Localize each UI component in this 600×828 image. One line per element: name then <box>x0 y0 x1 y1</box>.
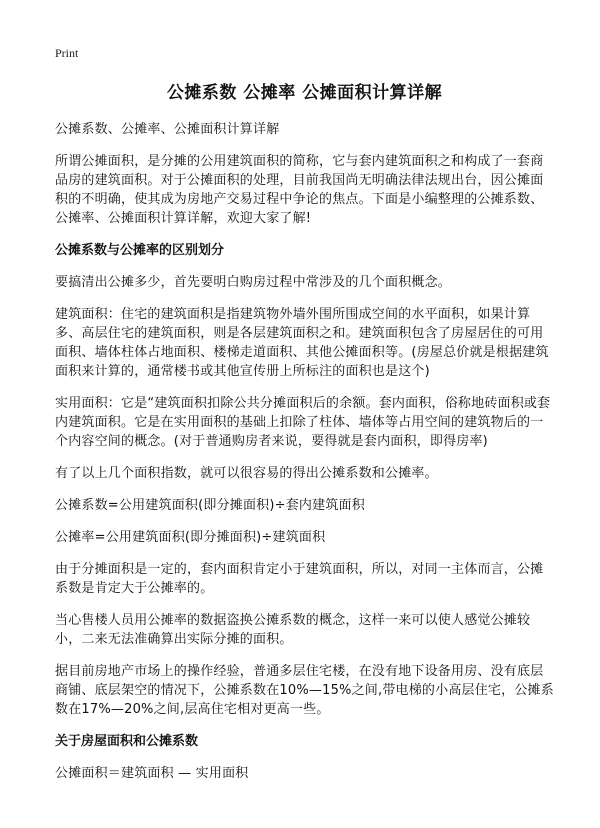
paragraph-building-area: 建筑面积：住宅的建筑面积是指建筑物外墙外围所围成空间的水平面积，如果计算多、高层住宅的建筑面积，则是各层建筑面积之和。建筑面积包含了房屋居住的可用面积、墙体柱体占地面积、楼梯走道面积、其他公摊面积等。(房屋总价就是根据建筑面积来计算的，通常楼书或其他宣传册上所标注的面积也是这个) <box>55 307 549 379</box>
formula-share-rate: 公摊率=公用建筑面积(即分摊面积)÷建筑面积 <box>55 530 326 545</box>
page-title: 公摊系数 公摊率 公摊面积计算详解 <box>166 83 443 103</box>
paragraph-comparison: 由于分摊面积是一定的，套内面积肯定小于建筑面积，所以，对同一主体而言，公摊系数是肯定大于公摊率的。 <box>55 562 544 596</box>
formula-share-coefficient: 公摊系数=公用建筑面积(即分摊面积)÷套内建筑面积 <box>55 498 365 513</box>
paragraph-market-experience: 据目前房地产市场上的操作经验，普通多层住宅楼，在没有地下设备用房、没有底层商铺、底层架空的情况下，公摊系数在10%—15%之间,带电梯的小高层住宅，公摊系数在17%—20%之间,层高住宅相对更高一些。 <box>55 664 554 717</box>
section-heading-distinction: 公摊系数与公摊率的区别划分 <box>55 243 225 258</box>
paragraph-area-concepts: 要搞清出公摊多少，首先要明白购房过程中常涉及的几个面积概念。 <box>55 275 452 290</box>
paragraph-warning: 当心售楼人员用公摊率的数据盗换公摊系数的概念，这样一来可以使人感觉公摊较小，二来无法准确算出实际分摊的面积。 <box>55 613 531 647</box>
print-label: Print <box>55 46 79 60</box>
paragraph-usable-area: 实用面积：它是“建筑面积扣除公共分摊面积后的余额。套内面积，俗称地砖面积或套内建筑面积。它是在实用面积的基础上扣除了柱体、墙体等占用空间的建筑物后的一个内容空间的概念。(对于普通购房者来说，要得就是套内面积，即得房率) <box>55 396 551 449</box>
section-heading-house-area: 关于房屋面积和公摊系数 <box>55 734 199 749</box>
intro-paragraph: 所谓公摊面积，是分摊的公用建筑面积的简称，它与套内建筑面积之和构成了一套商品房的建筑面积。对于公摊面积的处理，目前我国尚无明确法律法规出台，因公摊面积的不明确，使其成为房地产交易过程中争论的焦点。下面是小编整理的公摊系数、公摊率、公摊面积计算详解，欢迎大家了解! <box>55 154 544 226</box>
subtitle: 公摊系数、公摊率、公摊面积计算详解 <box>55 122 280 137</box>
paragraph-indices: 有了以上几个面积指数，就可以很容易的得出公摊系数和公摊率。 <box>55 466 438 481</box>
formula-shared-area: 公摊面积＝建筑面积 — 实用面积 <box>55 766 249 781</box>
